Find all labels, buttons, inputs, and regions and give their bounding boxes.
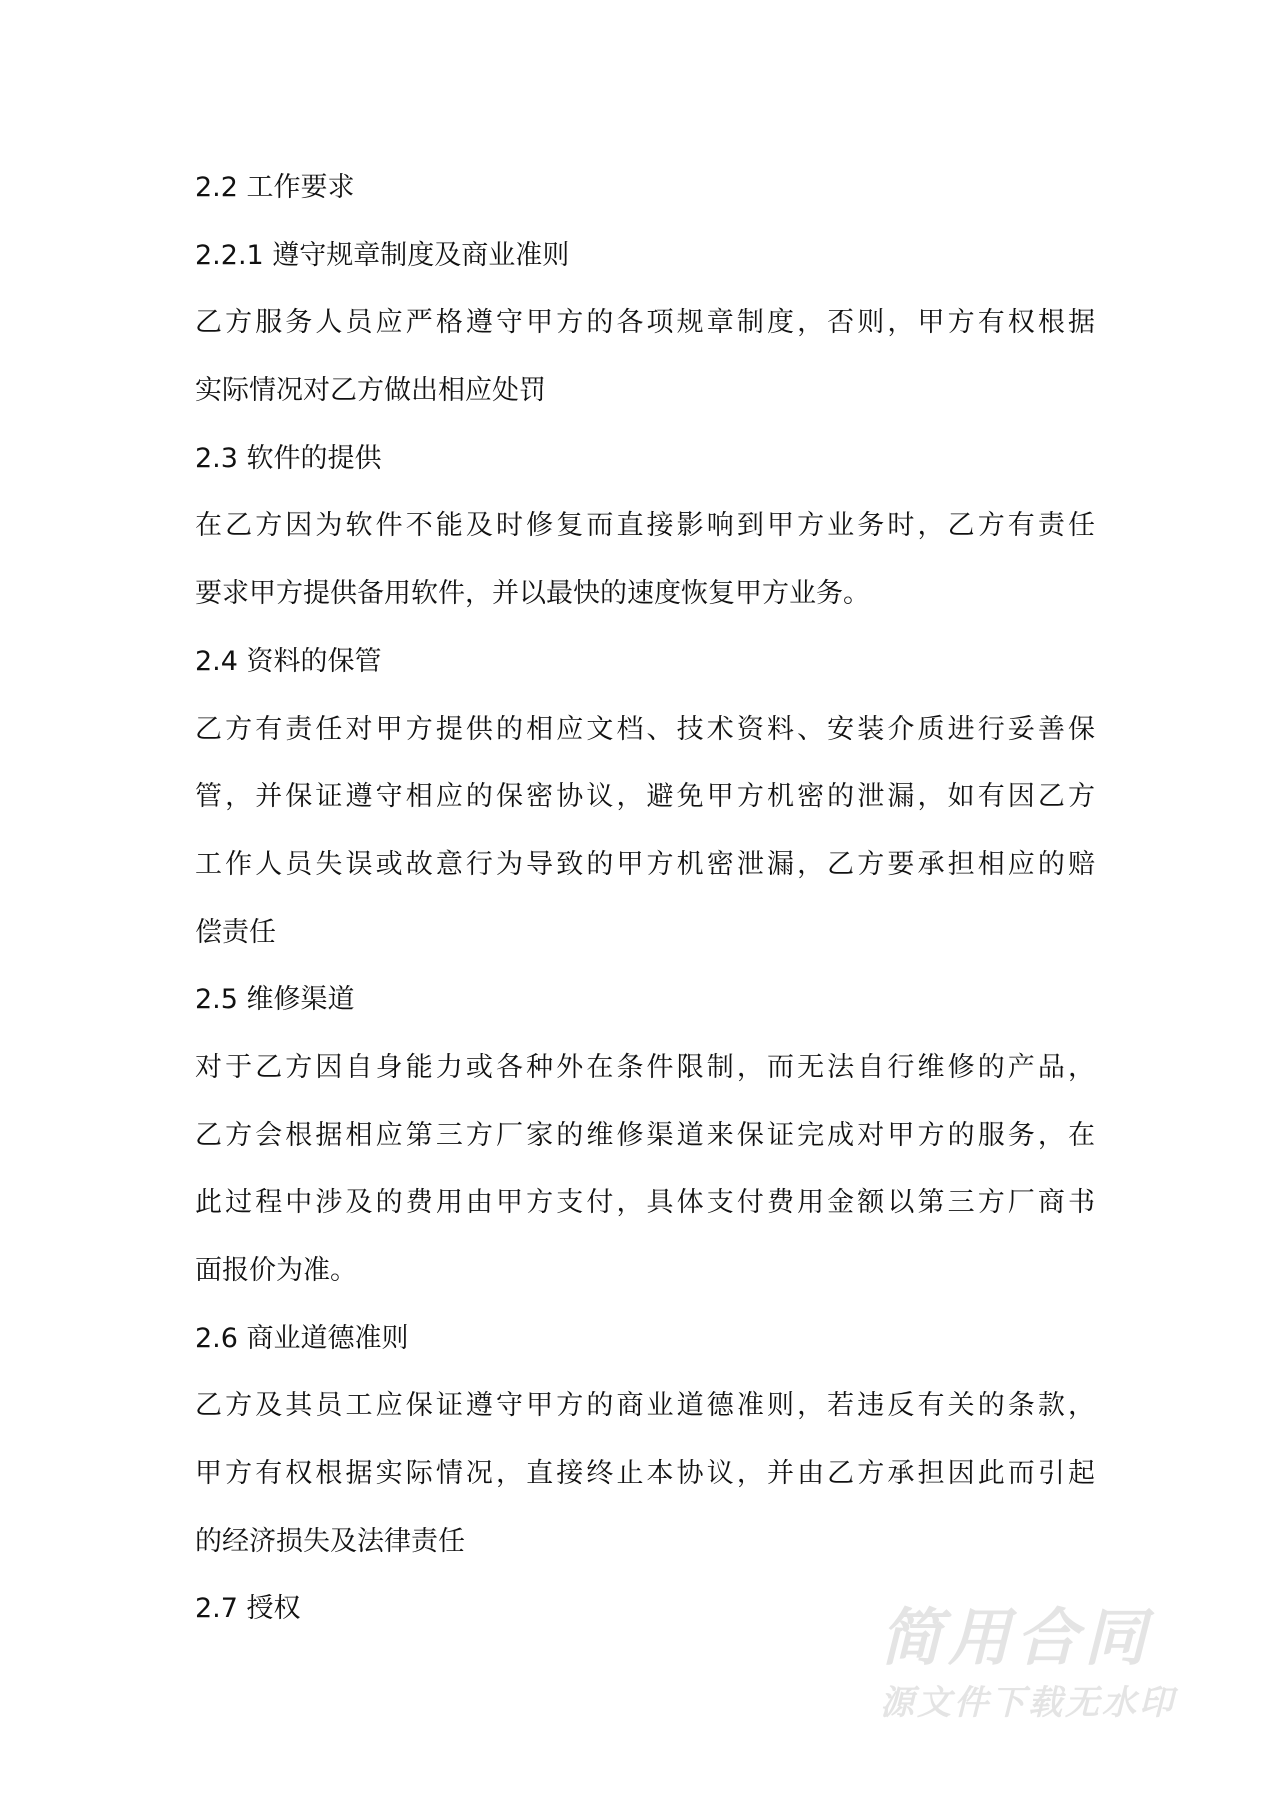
section-heading: 2.5 维修渠道	[195, 984, 355, 1016]
section-heading: 2.2.1 遵守规章制度及商业准则	[195, 239, 570, 271]
paragraph-line: 面报价为准。	[195, 1255, 357, 1286]
paragraph-line: 偿责任	[195, 916, 276, 948]
paragraph-line: 对于乙方因自身能力或各种外在条件限制，而无法自行维修的产品，	[195, 1051, 1095, 1083]
paragraph-line: 的经济损失及法律责任	[195, 1525, 465, 1557]
section-heading: 2.3 软件的提供	[195, 442, 382, 474]
paragraph-line: 乙方有责任对甲方提供的相应文档、技术资料、安装介质进行妥善保	[195, 713, 1095, 745]
paragraph-line: 在乙方因为软件不能及时修复而直接影响到甲方业务时，乙方有责任	[195, 510, 1095, 542]
paragraph-line: 要求甲方提供备用软件，并以最快的速度恢复甲方业务。	[195, 578, 870, 610]
section-heading: 2.6 商业道德准则	[195, 1322, 409, 1354]
paragraph-line: 管，并保证遵守相应的保密协议，避免甲方机密的泄漏，如有因乙方	[195, 781, 1095, 813]
section-heading: 2.2 工作要求	[195, 172, 355, 203]
section-heading: 2.4 资料的保管	[195, 645, 382, 677]
paragraph-line: 甲方有权根据实际情况，直接终止本协议，并由乙方承担因此而引起	[195, 1458, 1095, 1490]
paragraph-line: 实际情况对乙方做出相应处罚	[195, 375, 546, 407]
watermark-subtitle: 源文件下载无水印	[880, 1683, 1176, 1723]
paragraph-line: 乙方及其员工应保证遵守甲方的商业道德准则，若违反有关的条款，	[195, 1390, 1095, 1422]
paragraph-line: 此过程中涉及的费用由甲方支付，具体支付费用金额以第三方厂商书	[195, 1187, 1095, 1219]
watermark-title: 简用合同	[880, 1601, 1153, 1674]
paragraph-line: 乙方服务人员应严格遵守甲方的各项规章制度，否则，甲方有权根据	[195, 307, 1095, 339]
document-body	[195, 154, 1095, 1643]
paragraph-line: 乙方会根据相应第三方厂家的维修渠道来保证完成对甲方的服务，在	[195, 1119, 1095, 1151]
paragraph-line: 工作人员失误或故意行为导致的甲方机密泄漏，乙方要承担相应的赔	[195, 848, 1095, 880]
section-heading: 2.7 授权	[195, 1593, 301, 1625]
